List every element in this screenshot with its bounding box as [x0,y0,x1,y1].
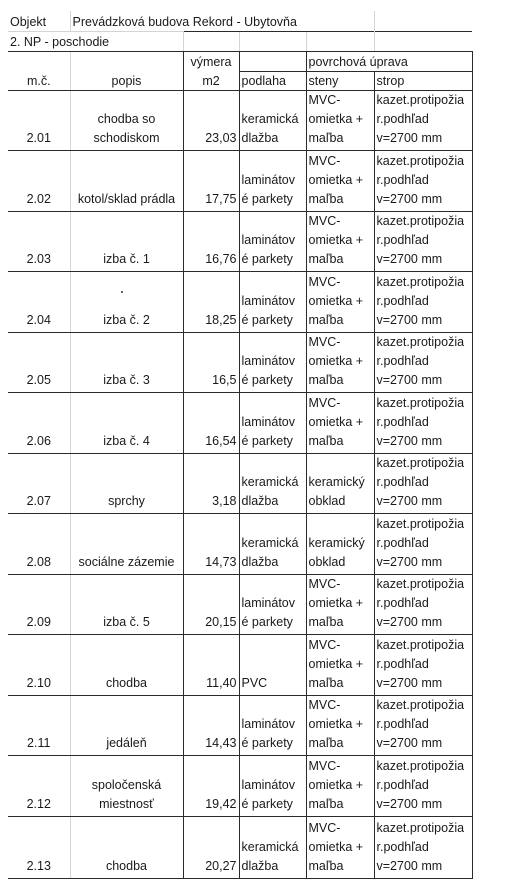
mc-header: m.č. [8,71,70,91]
floor-finish-line: laminátov [241,354,295,368]
room-number-value: 2.02 [26,192,51,206]
room-description [70,91,183,151]
floor-finish [239,91,306,151]
wall-finish-line: omietka + [308,657,364,671]
room-number [8,696,70,756]
wall-finish-line: MVC- [308,154,341,168]
ceiling-finish-line: v=2700 mm [376,131,443,145]
wall-finish [306,272,374,333]
ceiling-finish-line: kazet.protipožia [376,577,465,591]
ceiling-finish-line: v=2700 mm [376,434,443,448]
room-number-value: 2.01 [26,131,51,145]
floor-finish-line: é parkety [241,373,293,387]
floor-finish-line: laminátov [241,778,295,792]
floor-finish-line: dlažba [241,555,279,569]
wall-finish [306,393,374,454]
room-area [183,514,239,575]
room-area [183,212,239,272]
room-number-value: 2.04 [26,313,51,327]
ceiling-finish-line: kazet.protipožia [376,759,465,773]
floor-finish-line: é parkety [241,797,293,811]
wall-finish-line: MVC- [308,335,341,349]
room-area [183,91,239,151]
table-row [8,151,472,212]
room-description-line: sociálne zázemie [78,555,175,569]
wall-finish-line: MVC- [308,821,341,835]
ceiling-finish-line: v=2700 mm [376,373,443,387]
ceiling-finish-line: r.podhľad [376,536,429,550]
wall-finish-line: omietka + [308,596,364,610]
room-area-value: 16,54 [205,434,237,448]
ceiling-finish [374,272,472,333]
room-description-line: kotol/sklad prádla [77,192,176,206]
room-description [70,393,183,454]
floor-finish [239,212,306,272]
ceiling-finish-line: kazet.protipožia [376,698,465,712]
room-number [8,333,70,393]
ceiling-finish [374,333,472,393]
ceiling-finish-line: v=2700 mm [376,555,443,569]
ceiling-finish-line: kazet.protipožia [376,638,465,652]
table-row [8,454,472,514]
wall-finish-line: maľba [308,313,344,327]
wall-finish-line: MVC- [308,638,341,652]
room-description [70,635,183,696]
floor-finish [239,151,306,212]
ceiling-finish [374,817,472,879]
room-description-line: schodiskom [93,131,160,145]
ceiling-finish-line: v=2700 mm [376,736,443,750]
room-area-value: 16,5 [212,373,237,387]
floor-finish [239,817,306,879]
room-area-value: 16,76 [205,252,237,266]
floor-finish [239,272,306,333]
wall-finish-line: maľba [308,859,344,873]
wall-finish-line: maľba [308,131,344,145]
ceiling-finish-line: r.podhľad [376,657,429,671]
room-area-value: 20,15 [205,615,237,629]
ceiling-finish-line: v=2700 mm [376,615,443,629]
room-area [183,696,239,756]
ceiling-finish-line: kazet.protipožia [376,154,465,168]
room-area [183,635,239,696]
room-area [183,756,239,817]
ceiling-finish-line: r.podhľad [376,294,429,308]
room-description-line: spoločenská [91,778,162,792]
floor-finish-line: é parkety [241,615,293,629]
wall-finish [306,333,374,393]
ceiling-finish [374,696,472,756]
wall-finish-line: MVC- [308,698,341,712]
objekt-label: Objekt [8,11,70,32]
wall-finish-line: MVC- [308,214,341,228]
wall-finish-line: MVC- [308,396,341,410]
wall-finish [306,635,374,696]
wall-finish [306,817,374,879]
ceiling-finish [374,514,472,575]
floor-finish-line: laminátov [241,233,295,247]
ceiling-finish [374,151,472,212]
floor-finish [239,454,306,514]
ceiling-finish-line: r.podhľad [376,415,429,429]
ceiling-finish-line: r.podhľad [376,354,429,368]
room-number-value: 2.07 [26,494,51,508]
floor-finish-line: laminátov [241,294,295,308]
ceiling-finish-line: r.podhľad [376,778,429,792]
room-description-line: sprchy [108,494,145,508]
floor-finish-line: é parkety [241,434,293,448]
floor-finish-line: é parkety [241,192,293,206]
floor-finish [239,575,306,635]
room-area-value: 14,73 [205,555,237,569]
room-number [8,817,70,879]
room-area-value: 20,27 [205,859,237,873]
floor-finish [239,333,306,393]
wall-finish-line: maľba [308,615,344,629]
floor-finish-line: é parkety [241,736,293,750]
room-description [70,272,183,333]
ceiling-finish-line: v=2700 mm [376,494,443,508]
ceiling-finish-line: r.podhľad [376,112,429,126]
room-number-value: 2.08 [26,555,51,569]
room-area-value: 23,03 [205,131,237,145]
room-number [8,514,70,575]
povrchova-uprava-header: povrchová úprava [306,52,472,72]
room-number-value: 2.12 [26,797,51,811]
room-description [70,212,183,272]
wall-finish-line: omietka + [308,173,364,187]
room-number-value: 2.10 [26,676,51,690]
ceiling-finish-line: v=2700 mm [376,252,443,266]
wall-finish-line: maľba [308,192,344,206]
room-description [70,756,183,817]
ceiling-finish-line: kazet.protipožia [376,821,465,835]
podlaha-header: podlaha [239,71,306,91]
floor-finish-line: keramická [241,840,299,854]
room-number-value: 2.05 [26,373,51,387]
room-description-line: miestnosť [99,797,154,811]
room-number [8,575,70,635]
wall-finish-line: maľba [308,676,344,690]
room-description [70,817,183,879]
table-row [8,635,472,696]
wall-finish-line: omietka + [308,840,364,854]
room-area [183,272,239,333]
floor-finish-line: keramická [241,475,299,489]
vymera-header: výmera [183,52,239,72]
wall-finish-line: MVC- [308,93,341,107]
header-row-1 [8,52,472,72]
floor-finish [239,756,306,817]
room-description [70,333,183,393]
ceiling-finish-line: r.podhľad [376,233,429,247]
room-number-value: 2.11 [27,736,51,750]
ceiling-finish-line: r.podhľad [376,173,429,187]
wall-finish-line: omietka + [308,415,364,429]
wall-finish-line: omietka + [308,112,364,126]
floor-finish-line: PVC [241,676,268,690]
ceiling-finish [374,91,472,151]
wall-finish-line: omietka + [308,294,364,308]
ceiling-finish [374,575,472,635]
room-description [70,696,183,756]
room-description-line: izba č. 2 [103,313,150,327]
table-row [8,696,472,756]
floor-finish-line: é parkety [241,313,293,327]
room-description-line: izba č. 4 [103,434,150,448]
room-number [8,635,70,696]
room-number [8,454,70,514]
floor-finish-line: dlažba [241,859,279,873]
wall-finish [306,212,374,272]
wall-finish [306,514,374,575]
floor-finish [239,514,306,575]
wall-finish [306,91,374,151]
strop-header: strop [374,71,472,91]
ceiling-finish-line: kazet.protipožia [376,275,465,289]
ceiling-finish-line: kazet.protipožia [376,335,465,349]
wall-finish-line: maľba [308,434,344,448]
wall-finish-line: omietka + [308,354,364,368]
ceiling-finish-line: kazet.protipožia [376,396,465,410]
wall-finish [306,756,374,817]
ceiling-finish [374,635,472,696]
wall-finish-line: keramický [308,475,365,489]
floor-finish [239,696,306,756]
wall-finish-line: omietka + [308,778,364,792]
header-row-2 [8,71,472,91]
ceiling-finish [374,454,472,514]
floor-finish-line: é parkety [241,252,293,266]
room-area [183,817,239,879]
room-description [70,575,183,635]
room-description-line: chodba so [97,112,156,126]
ceiling-finish-line: v=2700 mm [376,676,443,690]
table-row [8,272,472,333]
wall-finish-line: omietka + [308,233,364,247]
room-area-value: 19,42 [205,797,237,811]
room-number [8,91,70,151]
room-area-value: 17,75 [205,192,237,206]
wall-finish-line: MVC- [308,577,341,591]
wall-finish-line: MVC- [308,759,341,773]
objekt-row [8,11,472,32]
ceiling-finish-line: v=2700 mm [376,859,443,873]
room-area [183,333,239,393]
ceiling-finish [374,756,472,817]
wall-finish-line: omietka + [308,717,364,731]
room-description [70,514,183,575]
room-number-value: 2.13 [26,859,51,873]
room-area-value: 18,25 [205,313,237,327]
room-number-value: 2.09 [26,615,51,629]
ceiling-finish [374,393,472,454]
ceiling-finish-line: r.podhľad [376,475,429,489]
table-row [8,212,472,272]
room-area [183,393,239,454]
floor-row [8,32,472,52]
table-row [8,756,472,817]
floor-finish-line: laminátov [241,415,295,429]
room-description-line: izba č. 3 [103,373,150,387]
wall-finish-line: maľba [308,736,344,750]
ceiling-finish-line: r.podhľad [376,596,429,610]
room-area [183,151,239,212]
floor-finish-line: dlažba [241,131,279,145]
steny-header: steny [306,71,374,91]
wall-finish-line: keramický [308,536,365,550]
ceiling-finish-line: v=2700 mm [376,797,443,811]
room-description-line: jedáleň [106,736,147,750]
room-number [8,151,70,212]
floor-finish-line: laminátov [241,717,295,731]
floor-title: 2. NP - poschodie [8,32,183,52]
wall-finish-line: MVC- [308,275,341,289]
table-row [8,333,472,393]
room-schedule-sheet [8,11,472,879]
table-row [8,817,472,879]
room-area-value: 11,40 [206,676,237,690]
ceiling-finish-line: v=2700 mm [376,313,443,327]
wall-finish-line: obklad [308,494,346,508]
room-description-line: izba č. 1 [103,252,150,266]
floor-finish-line: keramická [241,112,299,126]
room-description-line: chodba [105,676,147,690]
table-row [8,393,472,454]
room-area [183,575,239,635]
ceiling-finish-line: v=2700 mm [376,192,443,206]
popis-header: popis [70,71,183,91]
table-row [8,575,472,635]
floor-finish-line: keramická [241,536,299,550]
room-area-value: 14,43 [205,736,237,750]
ceiling-finish-line: r.podhľad [376,717,429,731]
room-description-line: izba č. 5 [103,615,150,629]
room-number [8,393,70,454]
room-area [183,454,239,514]
ceiling-finish-line: kazet.protipožia [376,214,465,228]
room-number [8,272,70,333]
ceiling-finish-line: kazet.protipožia [376,517,465,531]
wall-finish [306,151,374,212]
room-number [8,756,70,817]
room-description [70,454,183,514]
wall-finish [306,696,374,756]
ceiling-finish-line: kazet.protipožia [376,93,465,107]
stray-dot [121,291,123,293]
room-number [8,212,70,272]
table-row [8,514,472,575]
floor-finish [239,635,306,696]
ceiling-finish-line: r.podhľad [376,840,429,854]
wall-finish-line: obklad [308,555,346,569]
room-description [70,151,183,212]
room-number-value: 2.06 [26,434,51,448]
floor-finish-line: laminátov [241,173,295,187]
floor-finish [239,393,306,454]
room-number-value: 2.03 [26,252,51,266]
wall-finish-line: maľba [308,797,344,811]
floor-finish-line: laminátov [241,596,295,610]
room-area-value: 3,18 [212,494,237,508]
objekt-value: Prevádzková budova Rekord - Ubytovňa [72,15,297,29]
wall-finish [306,575,374,635]
ceiling-finish-line: kazet.protipožia [376,456,465,470]
room-description-line: chodba [105,859,147,873]
wall-finish [306,454,374,514]
ceiling-finish [374,212,472,272]
wall-finish-line: maľba [308,373,344,387]
room-schedule-table [8,11,473,879]
wall-finish-line: maľba [308,252,344,266]
vymera-unit-header: m2 [183,71,239,91]
floor-finish-line: dlažba [241,494,279,508]
table-row [8,91,472,151]
